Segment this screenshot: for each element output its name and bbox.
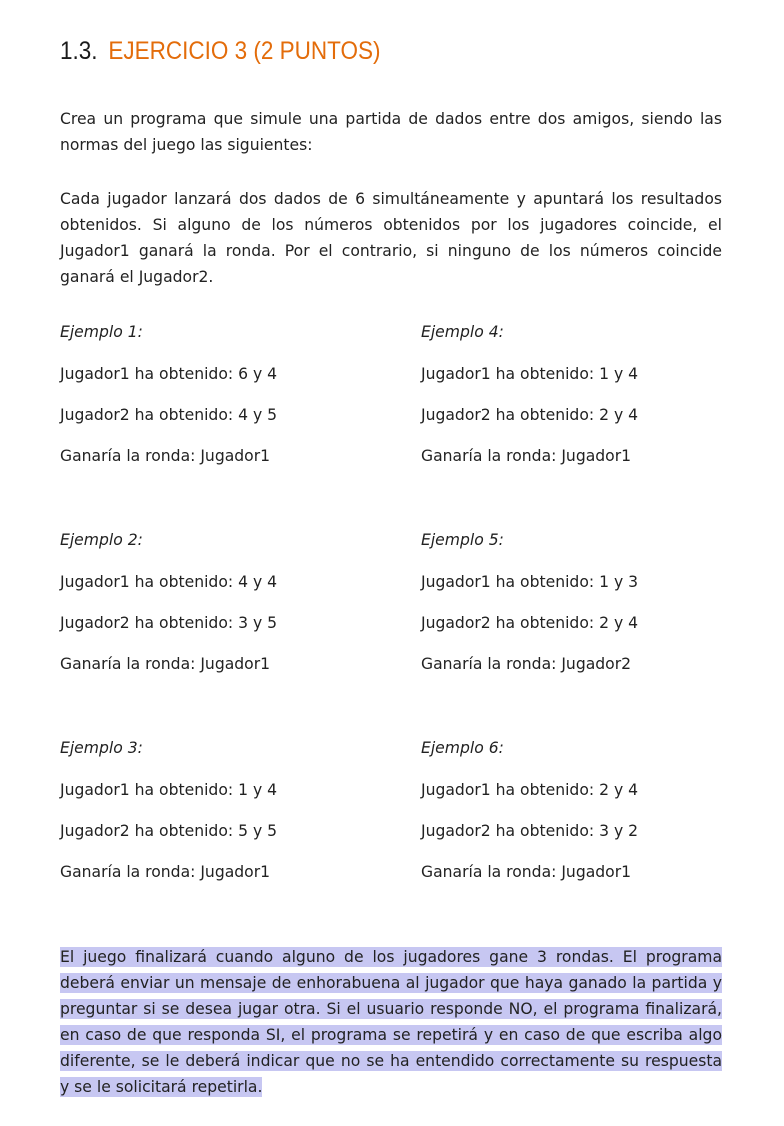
example-title: Ejemplo 1: [60,323,143,341]
example-winner: Ganaría la ronda: Jugador2 [421,655,632,673]
example-player1-result: Jugador1 ha obtenido: 1 y 3 [421,573,639,591]
example-title: Ejemplo 6: [421,739,504,757]
example-4 [421,318,741,483]
example-player1-result: Jugador1 ha obtenido: 4 y 4 [60,573,278,591]
section-number: 1.3. [60,37,98,65]
rules-paragraph[interactable]: Cada jugador lanzará dos dados de 6 simultáneamente y apuntará los resultados obtenidos. Si alguno de los números obtenidos por los jugadores coincide, el Jugador1 ganará la ronda. Por el contrario, si ninguno de los números coincide ganará el Jugador2. [60,190,722,286]
section-heading [60,34,380,68]
selected-text-highlight[interactable]: El juego finalizará cuando alguno de los jugadores gane 3 rondas. El programa deberá enviar un mensaje de enhorabuena al jugador que haya ganado la partida y preguntar si se desea jugar otra. Si el usuario responde NO, el programa finalizará, en caso de que responda SI, el programa se repetirá y en caso de que escriba algo diferente, se le deberá indicar que no se ha entendido correctamente su respuesta y se le solicitará repetirla. [60,948,722,1096]
example-player2-result: Jugador2 ha obtenido: 5 y 5 [60,822,278,840]
example-5 [421,526,741,691]
example-player1-result: Jugador1 ha obtenido: 2 y 4 [421,781,639,799]
example-winner: Ganaría la ronda: Jugador1 [60,655,271,673]
example-title: Ejemplo 3: [60,739,143,757]
example-winner: Ganaría la ronda: Jugador1 [421,447,632,465]
example-winner: Ganaría la ronda: Jugador1 [60,447,271,465]
example-winner: Ganaría la ronda: Jugador1 [421,863,632,881]
example-1 [60,318,380,483]
example-player1-result: Jugador1 ha obtenido: 1 y 4 [60,781,278,799]
section-title: EJERCICIO 3 (2 PUNTOS) [108,37,381,65]
example-title: Ejemplo 4: [421,323,504,341]
example-player2-result: Jugador2 ha obtenido: 2 y 4 [421,406,639,424]
example-player2-result: Jugador2 ha obtenido: 3 y 2 [421,822,639,840]
example-player2-result: Jugador2 ha obtenido: 4 y 5 [60,406,278,424]
example-2 [60,526,380,691]
example-3 [60,734,380,899]
example-6 [421,734,741,899]
example-winner: Ganaría la ronda: Jugador1 [60,863,271,881]
example-player1-result: Jugador1 ha obtenido: 6 y 4 [60,365,278,383]
intro-paragraph[interactable]: Crea un programa que simule una partida de dados entre dos amigos, siendo las normas del juego las siguientes: [60,110,722,154]
final-paragraph-selected[interactable] [60,944,722,1100]
example-player1-result: Jugador1 ha obtenido: 1 y 4 [421,365,639,383]
example-title: Ejemplo 2: [60,531,143,549]
example-title: Ejemplo 5: [421,531,504,549]
example-player2-result: Jugador2 ha obtenido: 3 y 5 [60,614,278,632]
example-player2-result: Jugador2 ha obtenido: 2 y 4 [421,614,639,632]
